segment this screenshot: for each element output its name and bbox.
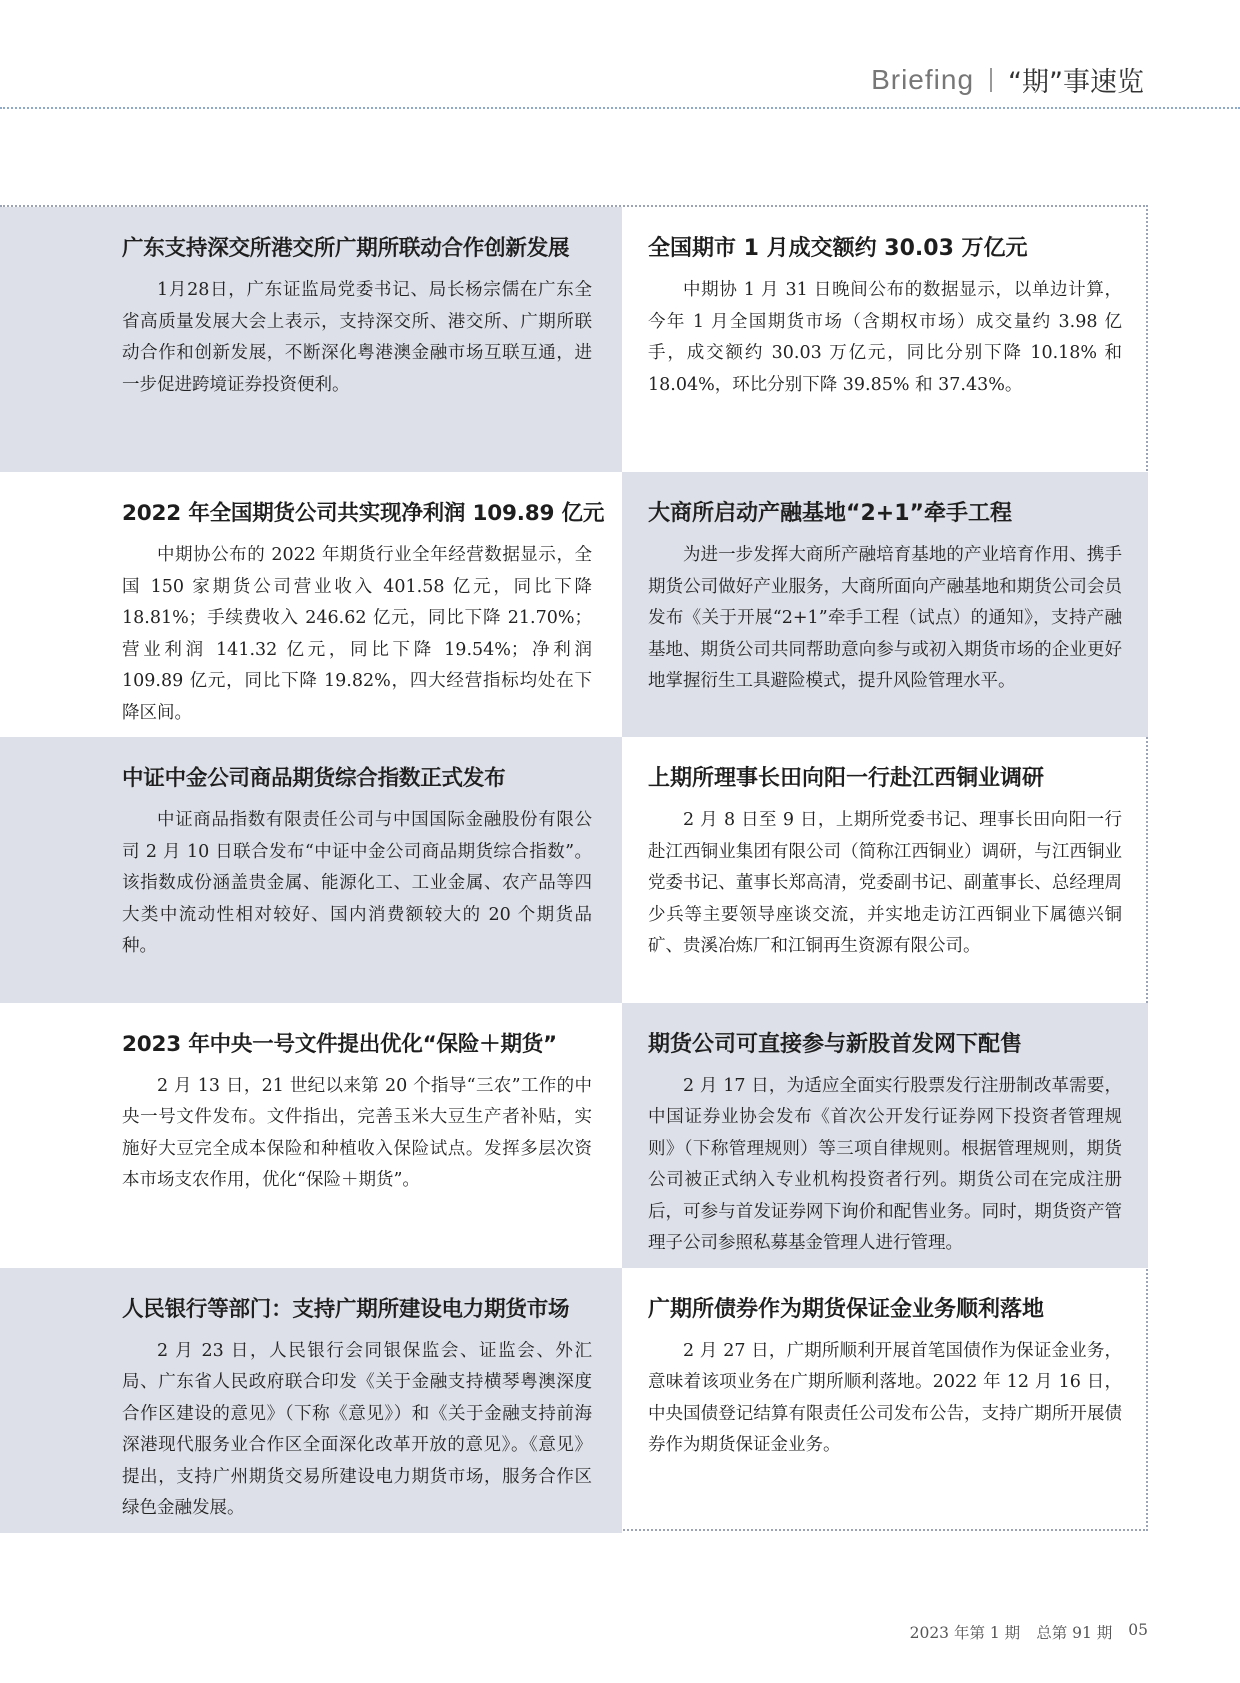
total-issue-number: 总第 91 期	[1036, 1624, 1113, 1642]
news-title: 中证中金公司商品期货综合指数正式发布	[122, 766, 506, 792]
news-title: 广东支持深交所港交所广期所联动合作创新发展	[122, 236, 570, 261]
section-title-en: Briefing	[871, 63, 975, 95]
news-title: 期货公司可直接参与新股首发网下配售	[648, 1031, 1023, 1057]
news-item	[622, 1268, 1148, 1533]
news-body: 中期协公布的 2022 年期货行业全年经营数据显示，全国 150 家期货公司营业收入 401.58 亿元，同比下降 18.81%；手续费收入 246.62 亿元，同比下降 21.70%；营业利润 141.32 亿元，同比下降 19.54%；净利润 109.89 亿元，同比下降 19.82%，四大经营指标均处在下降区间。	[122, 545, 592, 723]
header-rule	[0, 107, 1240, 109]
news-title: 上期所理事长田向阳一行赴江西铜业调研	[648, 766, 1045, 792]
news-body: 2 月 23 日，人民银行会同银保监会、证监会、外汇局、广东省人民政府联合印发《关于金融支持横琴粤澳深度合作区建设的意见》（下称《意见》）和《关于金融支持前海深港现代服务业合作区全面深化改革开放的意见》。《意见》提出，支持广州期货交易所建设电力期货市场，服务合作区绿色金融发展。	[122, 1340, 592, 1519]
news-body: 中证商品指数有限责任公司与中国国际金融股份有限公司 2 月 10 日联合发布“中证中金公司商品期货综合指数”。该指数成份涵盖贵金属、能源化工、工业金属、农产品等四大类中流动性相对较好、国内消费额较大的 20 个期货品种。	[122, 810, 592, 957]
news-item	[0, 1268, 622, 1533]
news-item	[622, 737, 1148, 1002]
news-body: 1月28日，广东证监局党委书记、局长杨宗儒在广东全省高质量发展大会上表示，支持深交所、港交所、广期所联动合作和创新发展，不断深化粤港澳金融市场互联互通，进一步促进跨境证券投资便利。	[122, 280, 592, 395]
news-item	[622, 472, 1148, 737]
page-number: 05	[1128, 1621, 1148, 1639]
news-item	[622, 1003, 1148, 1268]
header-divider	[990, 68, 992, 92]
news-body: 2 月 8 日至 9 日，上期所党委书记、理事长田向阳一行赴江西铜业集团有限公司（简称江西铜业）调研，与江西铜业党委书记、董事长郑高清，党委副书记、副董事长、总经理周少兵等主要领导座谈交流，并实地走访江西铜业下属德兴铜矿、贵溪冶炼厂和江铜再生资源有限公司。	[648, 810, 1122, 957]
news-body: 为进一步发挥大商所产融培育基地的产业培育作用、携手期货公司做好产业服务，大商所面向产融基地和期货公司会员发布《关于开展“2+1”牵手工程（试点）的通知》，支持产融基地、期货公司共同帮助意向参与或初入期货市场的企业更好地掌握衍生工具避险模式，提升风险管理水平。	[648, 545, 1122, 692]
news-title: 广期所债券作为期货保证金业务顺利落地	[648, 1296, 1045, 1322]
issue-number: 2023 年第 1 期	[909, 1624, 1021, 1642]
news-title: 人民银行等部门：支持广期所建设电力期货市场	[122, 1296, 570, 1322]
news-body: 中期协 1 月 31 日晚间公布的数据显示，以单边计算，今年 1 月全国期货市场（含期权市场）成交量约 3.98 亿手，成交额约 30.03 万亿元，同比分别下降 10.18% 和 18.04%，环比分别下降 39.85% 和 37.43%。	[648, 280, 1122, 395]
news-item	[0, 472, 622, 737]
news-title: 2023 年中央一号文件提出优化“保险＋期货”	[122, 1031, 557, 1057]
news-body: 2 月 27 日，广期所顺利开展首笔国债作为保证金业务，意味着该项业务在广期所顺利落地。2022 年 12 月 16 日，中央国债登记结算有限责任公司发布公告，支持广期所开展债券作为期货保证金业务。	[648, 1340, 1122, 1456]
news-title: 大商所启动产融基地“2+1”牵手工程	[648, 501, 1012, 527]
news-title: 2022 年全国期货公司共实现净利润 109.89 亿元	[122, 501, 605, 527]
news-item	[0, 737, 622, 1002]
section-header	[871, 60, 1144, 99]
news-body: 2 月 13 日，21 世纪以来第 20 个指导“三农”工作的中央一号文件发布。文件指出，完善玉米大豆生产者补贴，实施好大豆完全成本保险和种植收入保险试点。发挥多层次资本市场支农作用，优化“保险＋期货”。	[122, 1075, 592, 1191]
news-title: 全国期市 1 月成交额约 30.03 万亿元	[648, 236, 1028, 261]
news-item	[0, 1003, 622, 1268]
news-item	[622, 207, 1148, 472]
section-title-cn: “期”事速览	[1008, 67, 1144, 98]
news-grid	[0, 205, 1148, 1531]
news-item	[0, 207, 622, 472]
news-body: 2 月 17 日，为适应全面实行股票发行注册制改革需要，中国证券业协会发布《首次公开发行证券网下投资者管理规则》（下称管理规则）等三项自律规则。根据管理规则，期货公司被正式纳入专业机构投资者行列。期货公司在完成注册后，可参与首发证券网下询价和配售业务。同时，期货资产管理子公司参照私募基金管理人进行管理。	[648, 1075, 1122, 1254]
page-footer	[910, 1621, 1148, 1643]
